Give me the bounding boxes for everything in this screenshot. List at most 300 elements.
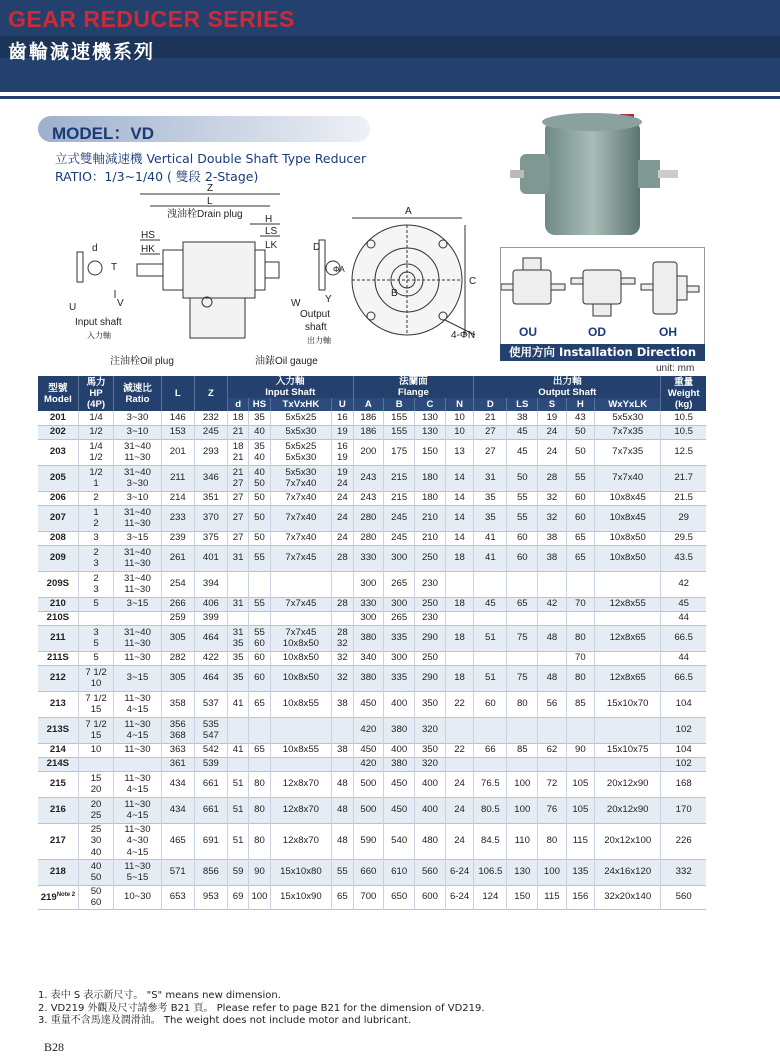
table-cell: 22 (445, 743, 473, 757)
table-cell: 282 (161, 651, 194, 665)
th-sub-a: A (353, 398, 384, 411)
table-cell: 115 (538, 885, 566, 909)
model-cell: 201 (49, 412, 66, 423)
table-cell: 13 (445, 439, 473, 465)
table-row (38, 571, 706, 597)
table-cell: 350 (415, 691, 446, 717)
table-cell: 50 (249, 531, 270, 545)
table-cell: 7 1/2 10 (78, 665, 114, 691)
table-cell: 537 (194, 691, 227, 717)
model-cell: 216 (38, 797, 78, 823)
table-cell: 10 (78, 743, 114, 757)
table-cell: 22 (445, 691, 473, 717)
table-cell: 155 (384, 425, 415, 439)
table-cell: 280 (353, 505, 384, 531)
dim-u: U (69, 302, 77, 313)
model-cell: 213S (38, 717, 78, 743)
table-cell: 12.5 (661, 439, 706, 465)
table-cell: 62 (538, 743, 566, 757)
table-cell: 80 (566, 665, 594, 691)
table-cell: 32x20x140 (595, 885, 661, 909)
table-cell: 200 (353, 439, 384, 465)
dim-z: Z (207, 183, 214, 194)
table-cell: 69 (227, 885, 248, 909)
table-cell (270, 717, 332, 743)
model-cell: 209 (38, 545, 78, 571)
th-weight: 重量 Weight (kg) (661, 376, 706, 411)
table-cell: 85 (507, 743, 538, 757)
th-z: Z (194, 376, 227, 411)
th-sub-ls: LS (507, 398, 538, 411)
table-cell: 18 (445, 665, 473, 691)
table-cell: 856 (194, 859, 227, 885)
th-sub-n: N (445, 398, 473, 411)
table-cell: 400 (384, 743, 415, 757)
table-cell: 320 (415, 717, 446, 743)
model-cell: 210S (46, 612, 70, 624)
model-cell: 214 (49, 744, 66, 756)
table-cell: 29 (661, 505, 706, 531)
table-cell: 76.5 (474, 771, 507, 797)
table-cell: 363 (161, 743, 194, 757)
table-cell: 60 (566, 491, 594, 505)
table-cell: 76 (538, 797, 566, 823)
table-cell: 300 (384, 651, 415, 665)
table-cell (595, 651, 661, 665)
table-cell: 84.5 (474, 823, 507, 859)
table-cell: 100 (538, 859, 566, 885)
table-cell: 48 (332, 823, 353, 859)
dim-l: L (207, 196, 213, 207)
table-cell: 250 (415, 545, 446, 571)
table-cell: 80 (538, 823, 566, 859)
table-cell (227, 717, 248, 743)
table-cell: 55 (332, 859, 353, 885)
table-cell: 3~30 (114, 411, 161, 425)
table-cell: 60 (566, 505, 594, 531)
table-cell: 31 35 (227, 625, 248, 651)
table-cell (474, 757, 507, 771)
table-cell: 27 (227, 531, 248, 545)
table-cell: 27 (474, 425, 507, 439)
table-cell: 40 50 (249, 465, 270, 491)
table-cell: 12x8x65 (595, 625, 661, 651)
table-cell: 1/2 (78, 425, 114, 439)
table-cell: 10 (445, 411, 473, 425)
table-cell (445, 651, 473, 665)
table-cell: 43 (566, 411, 594, 425)
table-cell: 50 60 (78, 885, 114, 909)
table-cell: 55 60 (249, 625, 270, 651)
table-cell: 44 (661, 611, 706, 625)
table-cell: 243 (353, 465, 384, 491)
dim-hs: HS (141, 230, 155, 241)
table-cell: 3~15 (114, 531, 161, 545)
model-cell: 205 (38, 465, 78, 491)
table-cell (474, 717, 507, 743)
table-cell: 80 (507, 691, 538, 717)
table-cell: 21 (227, 425, 248, 439)
table-cell: 10x8x45 (595, 491, 661, 505)
table-cell (538, 757, 566, 771)
table-cell: 5x5x30 (595, 411, 661, 425)
table-cell: 20 25 (78, 797, 114, 823)
table-cell: 650 (384, 885, 415, 909)
table-cell: 65 (566, 531, 594, 545)
model-cell: 208 (49, 532, 66, 544)
table-row (38, 531, 706, 545)
table-cell (227, 571, 248, 597)
table-cell: 50 (566, 439, 594, 465)
table-cell: 215 (384, 465, 415, 491)
table-cell: 146 (161, 411, 194, 425)
table-cell: 59 (227, 859, 248, 885)
table-cell: 265 (384, 611, 415, 625)
table-cell: 150 (507, 885, 538, 909)
table-cell: 35 (227, 665, 248, 691)
table-cell: 7x7x40 (595, 465, 661, 491)
table-cell: 35 (474, 505, 507, 531)
table-cell: 10x8x50 (595, 545, 661, 571)
table-cell: 1/4 (78, 411, 114, 425)
table-cell: 465 (161, 823, 194, 859)
table-cell: 10x8x55 (270, 691, 332, 717)
th-sub-c: C (415, 398, 446, 411)
table-cell: 19 24 (332, 465, 353, 491)
table-cell: 2 (78, 491, 114, 505)
table-cell: 350 (415, 743, 446, 757)
model-cell: $219^{Note 2}$ (40, 892, 76, 904)
table-cell: 560 (661, 885, 706, 909)
th-sub-d: d (227, 398, 248, 411)
th-sub-d: D (474, 398, 507, 411)
table-cell: 300 (384, 545, 415, 571)
table-cell (332, 611, 353, 625)
table-cell (538, 611, 566, 625)
th-sub-txvxhk: TxVxHK (270, 398, 332, 411)
table-cell: 370 (194, 505, 227, 531)
table-cell: 245 (194, 425, 227, 439)
table-row (38, 545, 706, 571)
th-input-shaft: 入力軸 Input Shaft (227, 376, 353, 398)
table-cell: 45 (661, 597, 706, 611)
table-cell: 124 (474, 885, 507, 909)
th-sub-s: S (538, 398, 566, 411)
table-cell (566, 717, 594, 743)
th-sub-hs: HS (249, 398, 270, 411)
table-cell: 335 (384, 665, 415, 691)
table-cell: 265 (384, 571, 415, 597)
table-cell: 5 (78, 597, 114, 611)
table-cell: 5x5x30 (270, 425, 332, 439)
table-cell: 110 (507, 823, 538, 859)
table-cell: 19 (538, 411, 566, 425)
table-cell: 422 (194, 651, 227, 665)
table-cell: 85 (566, 691, 594, 717)
table-cell: 31 (474, 465, 507, 491)
table-cell: 7 1/2 15 (78, 717, 114, 743)
table-row (38, 859, 706, 885)
table-cell (114, 611, 161, 625)
table-cell: 361 (161, 757, 194, 771)
table-cell (595, 571, 661, 597)
table-cell: 130 (507, 859, 538, 885)
product-photo (510, 112, 685, 247)
table-cell: 70 (566, 597, 594, 611)
table-cell: 243 (353, 491, 384, 505)
table-cell: 290 (415, 665, 446, 691)
table-cell: 7x7x45 (270, 545, 332, 571)
table-cell: 434 (161, 797, 194, 823)
table-cell: 38 (538, 545, 566, 571)
table-cell: 20x12x90 (595, 771, 661, 797)
table-cell: 400 (415, 797, 446, 823)
dim-n: 4-ΦN (451, 330, 476, 341)
table-cell: 186 (353, 425, 384, 439)
table-cell (445, 757, 473, 771)
table-cell: 18 21 (227, 439, 248, 465)
table-cell: 24x16x120 (595, 859, 661, 885)
table-row (38, 823, 706, 859)
direction-oh: OH (659, 325, 677, 339)
table-cell: 394 (194, 571, 227, 597)
table-cell: 153 (161, 425, 194, 439)
table-cell: 42 (661, 571, 706, 597)
table-cell: 55 (507, 505, 538, 531)
table-cell: 32 (332, 665, 353, 691)
table-cell: 661 (194, 771, 227, 797)
table-cell: 45 (474, 597, 507, 611)
table-row (38, 597, 706, 611)
table-cell: 155 (384, 411, 415, 425)
table-cell: 130 (415, 411, 446, 425)
note-2: 2. VD219 外觀及尺寸請參考 B21 頁。 Please refer to page B21 for the dimension of VD219. (38, 1002, 485, 1014)
table-row (38, 625, 706, 651)
th-sub-b: B (384, 398, 415, 411)
th-ratio: 減速比 Ratio (114, 376, 161, 411)
table-cell: 335 (384, 625, 415, 651)
model-description: 立式雙軸減速機 Vertical Double Shaft Type Reducer (55, 151, 367, 166)
table-cell: 35 (474, 491, 507, 505)
table-cell: 10x8x50 (270, 651, 332, 665)
table-cell: 80 (566, 625, 594, 651)
table-cell: 60 (474, 691, 507, 717)
table-cell: 10x8x45 (595, 505, 661, 531)
table-cell: 420 (353, 757, 384, 771)
table-cell: 60 (507, 531, 538, 545)
table-cell (249, 717, 270, 743)
table-cell: 130 (415, 425, 446, 439)
dim-lk: LK (265, 240, 278, 251)
table-cell: 24 (445, 823, 473, 859)
table-cell: 3~10 (114, 491, 161, 505)
table-cell: 7x7x35 (595, 425, 661, 439)
table-cell: 56 (538, 691, 566, 717)
table-cell: 6-24 (445, 885, 473, 909)
model-cell: 215 (49, 778, 66, 790)
table-cell: 239 (161, 531, 194, 545)
table-cell: 180 (415, 491, 446, 505)
table-cell: 150 (415, 439, 446, 465)
dim-y: Y (325, 294, 332, 305)
table-row (38, 505, 706, 531)
table-cell: 105 (566, 797, 594, 823)
table-cell: 380 (384, 757, 415, 771)
table-cell: 38 (332, 743, 353, 757)
dim-D: D (313, 242, 321, 253)
unit-label: unit: mm (656, 363, 695, 374)
table-row (38, 425, 706, 439)
table-cell: 55 (249, 597, 270, 611)
table-cell: 14 (445, 531, 473, 545)
table-cell: 40 50 (78, 859, 114, 885)
table-cell: 31~40 11~30 (114, 505, 161, 531)
table-cell: 175 (384, 439, 415, 465)
output-label: Output (300, 309, 331, 320)
table-cell: 28 32 (332, 625, 353, 651)
table-cell (538, 571, 566, 597)
table-cell: 480 (415, 823, 446, 859)
table-cell: 610 (384, 859, 415, 885)
model-cell: 206 (49, 492, 66, 504)
table-cell: 226 (661, 823, 706, 859)
table-cell: 1 2 (78, 505, 114, 531)
table-cell (474, 611, 507, 625)
table-cell: 50 (249, 491, 270, 505)
table-cell: 65 (249, 743, 270, 757)
table-cell: 135 (566, 859, 594, 885)
table-cell (332, 717, 353, 743)
table-cell: 590 (353, 823, 384, 859)
table-cell (445, 571, 473, 597)
table-cell: 539 (194, 757, 227, 771)
table-cell: 31~40 3~30 (114, 465, 161, 491)
dim-v: V (117, 298, 124, 309)
table-cell: 31~40 11~30 (114, 571, 161, 597)
table-cell: 7 1/2 15 (78, 691, 114, 717)
table-cell: 450 (353, 691, 384, 717)
table-cell: 356 368 (161, 717, 194, 743)
table-cell: 653 (161, 885, 194, 909)
table-cell: 186 (353, 411, 384, 425)
table-cell: 11~30 4~15 (114, 797, 161, 823)
table-cell: 41 (227, 743, 248, 757)
table-cell: 10x8x50 (270, 665, 332, 691)
table-cell: 65 (249, 691, 270, 717)
table-cell: 24 (445, 797, 473, 823)
table-cell: 380 (353, 665, 384, 691)
table-cell: 105 (566, 771, 594, 797)
table-cell: 15 20 (78, 771, 114, 797)
dim-phi-a: ΦA (333, 265, 345, 274)
drain-plug-label: 洩油栓Drain plug (167, 209, 243, 220)
table-cell: 40 (249, 425, 270, 439)
table-cell: 80 (249, 797, 270, 823)
table-cell (595, 717, 661, 743)
table-row (38, 743, 706, 757)
table-cell (507, 571, 538, 597)
table-cell: 5x5x25 (270, 411, 332, 425)
table-cell: 10.5 (661, 425, 706, 439)
table-cell: 25 30 40 (78, 823, 114, 859)
table-cell: 35 40 (249, 439, 270, 465)
model-bar (38, 116, 370, 142)
table-cell: 660 (353, 859, 384, 885)
output-shaft-label: shaft (305, 322, 327, 333)
table-cell (78, 757, 114, 771)
spec-table (38, 376, 706, 910)
table-cell: 102 (661, 757, 706, 771)
table-cell: 346 (194, 465, 227, 491)
table-cell: 3~15 (114, 665, 161, 691)
table-row (38, 491, 706, 505)
table-cell: 24 (538, 425, 566, 439)
table-cell: 70 (566, 651, 594, 665)
table-cell: 5 (78, 651, 114, 665)
direction-od: OD (588, 325, 606, 339)
table-cell: 15x10x90 (270, 885, 332, 909)
note-3: 3. 重量不含馬達及潤滑油。 The weight does not include motor and lubricant. (38, 1015, 412, 1026)
table-cell: 434 (161, 771, 194, 797)
table-cell: 232 (194, 411, 227, 425)
table-cell: 7x7x40 (270, 531, 332, 545)
table-cell: 32 (538, 505, 566, 531)
table-cell: 300 (353, 571, 384, 597)
table-cell: 18 (445, 625, 473, 651)
table-cell: 953 (194, 885, 227, 909)
table-cell: 18 (445, 597, 473, 611)
table-cell: 230 (415, 571, 446, 597)
table-cell (507, 651, 538, 665)
table-cell: 10~30 (114, 885, 161, 909)
table-cell (474, 571, 507, 597)
table-cell: 31~40 11~30 (114, 625, 161, 651)
th-flange: 法蘭面 Flange (353, 376, 474, 398)
table-cell: 540 (384, 823, 415, 859)
table-cell (507, 757, 538, 771)
table-cell: 399 (194, 611, 227, 625)
dim-t: T (111, 262, 118, 273)
table-cell: 1/2 1 (78, 465, 114, 491)
table-cell: 41 (227, 691, 248, 717)
table-cell: 450 (353, 743, 384, 757)
table-cell: 65 (566, 545, 594, 571)
table-cell: 115 (566, 823, 594, 859)
table-cell: 24 (538, 439, 566, 465)
table-cell: 661 (194, 797, 227, 823)
table-cell: 60 (249, 651, 270, 665)
table-cell: 38 (538, 531, 566, 545)
table-cell: 35 (227, 651, 248, 665)
table-cell: 700 (353, 885, 384, 909)
table-cell: 245 (384, 531, 415, 545)
table-cell: 32 (538, 491, 566, 505)
table-cell (270, 611, 332, 625)
table-cell: 450 (384, 771, 415, 797)
table-cell: 1/4 1/2 (78, 439, 114, 465)
table-cell: 48 (538, 665, 566, 691)
table-cell: 11~30 4~15 (114, 691, 161, 717)
table-cell: 330 (353, 545, 384, 571)
table-cell: 14 (445, 491, 473, 505)
table-cell: 102 (661, 717, 706, 743)
table-cell: 48 (332, 797, 353, 823)
model-cell: 207 (38, 505, 78, 531)
table-cell: 11~30 5~15 (114, 859, 161, 885)
table-cell: 233 (161, 505, 194, 531)
table-cell: 3~10 (114, 425, 161, 439)
table-cell: 320 (415, 757, 446, 771)
